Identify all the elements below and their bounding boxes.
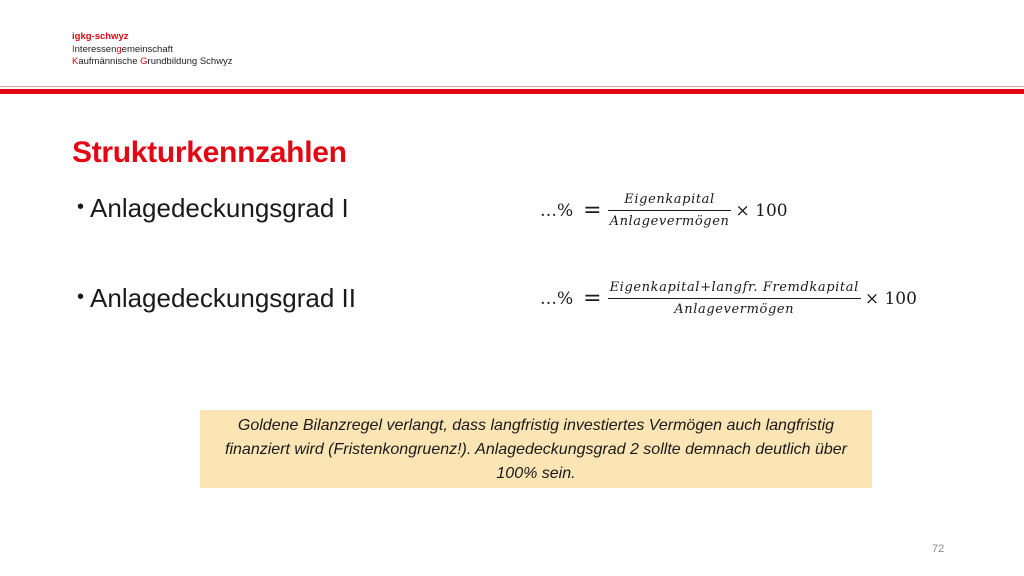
formula-1-lhs: …% xyxy=(540,200,574,221)
kpi-item-2 xyxy=(77,283,356,314)
slide-title: Strukturkennzahlen xyxy=(72,136,347,169)
formula-2-denominator: Anlagevermögen xyxy=(674,302,795,317)
golden-rule-note: Goldene Bilanzregel verlangt, dass langfristig investiertes Vermögen auch langfristig finanziert wird (Fristenkongruenz!). Anlagedeckungsgrad 2 sollte demnach deutlich über 100% sein. xyxy=(200,410,872,488)
bullet-dot: • xyxy=(77,196,85,218)
org-line-1-initial-i: I xyxy=(72,43,75,55)
org-line-2-text-a: aufmännische xyxy=(78,56,141,67)
formula-2-lhs: …% xyxy=(540,288,574,309)
formula-1-denominator: Anlagevermögen xyxy=(609,214,730,229)
formula-1-equals: = xyxy=(583,198,602,223)
org-line-1 xyxy=(72,44,233,57)
org-name: igkg-schwyz xyxy=(72,31,129,42)
formula-1-fraction xyxy=(608,192,732,229)
formula-1-numerator: Eigenkapital xyxy=(624,192,715,207)
org-line-2-initial-g: G xyxy=(140,56,148,67)
header-rule-thin xyxy=(0,86,1024,87)
org-line-2-initial-k: K xyxy=(72,56,79,67)
formula-1-multiplier: × 100 xyxy=(735,200,788,221)
org-line-1-text-b: emeinschaft xyxy=(121,43,173,55)
kpi-label-1: Anlagedeckungsgrad I xyxy=(90,193,349,223)
formula-1 xyxy=(540,192,788,229)
formula-2-numerator: Eigenkapital+langfr. Fremdkapital xyxy=(609,280,859,295)
org-line-1-text-a: nteressen xyxy=(74,43,117,55)
bullet-dot: • xyxy=(77,286,85,308)
org-line-1-initial-g: g xyxy=(116,43,122,55)
page-number: 72 xyxy=(932,543,945,555)
kpi-label-2: Anlagedeckungsgrad II xyxy=(90,283,356,313)
org-line-2-text-b: rundbildung Schwyz xyxy=(147,56,233,67)
org-header xyxy=(72,31,233,69)
formula-2-fraction xyxy=(608,280,861,317)
formula-2-equals: = xyxy=(583,286,602,311)
kpi-item-1 xyxy=(77,193,349,224)
org-line-2 xyxy=(72,56,233,69)
formula-2 xyxy=(540,280,917,317)
header-rule-thick xyxy=(0,89,1024,94)
formula-2-multiplier: × 100 xyxy=(864,288,917,309)
